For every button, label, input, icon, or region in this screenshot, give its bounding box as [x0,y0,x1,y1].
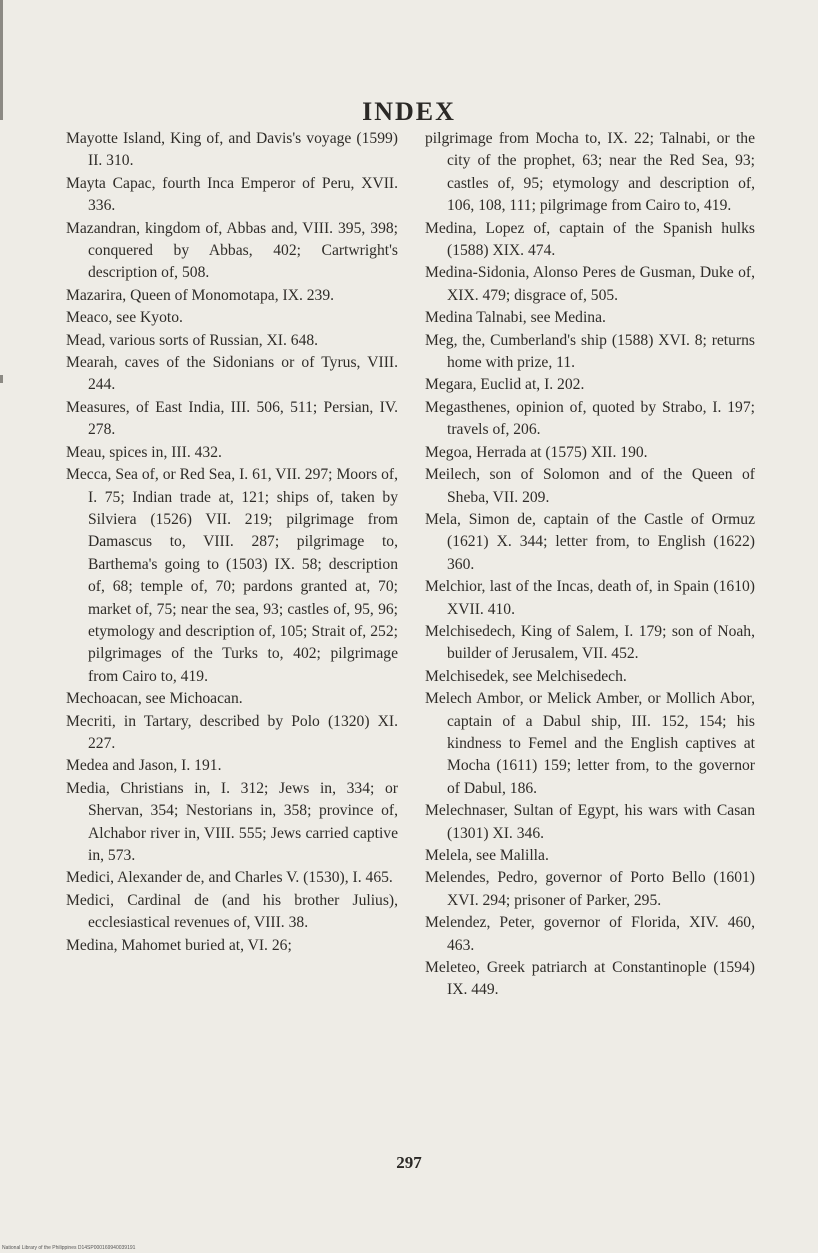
index-entry: Melendez, Peter, governor of Florida, XIV. 460, 463. [425,914,755,954]
index-entry: Mela, Simon de, captain of the Castle of Ormuz (1621) X. 344; letter from, to English (1622) 360. [425,510,755,573]
index-entry: Medina Talnabi, see Medina. [425,309,606,327]
index-entry: Melech Ambor, or Melick Amber, or Mollich Abor, captain of a Dabul ship, III. 152, 154; his kindness to Femel and the English captives at Mocha (1611) 159; letter from, to the governor of Dabul, 186. [425,690,755,797]
index-entry: Megoa, Herrada at (1575) XII. 190. [425,443,648,461]
index-entry: Mecca, Sea of, or Red Sea, I. 61, VII. 297; Moors of, I. 75; Indian trade at, 121; ships of, taken by Silviera (1526) VII. 219; pilgrimage from Damascus to, VIII. 287; pilgrimage to, Barthema's going to (1503) IX. 58; description of, 68; temple of, 70; pardons granted at, 70; market of, 75; near the sea, 93; castles of, 95, 96; etymology and description of, 105; Strait of, 252; pilgrimages of the Turks to, 402; pilgrimage from Cairo to, 419. [66,466,398,685]
index-entry: Melendes, Pedro, governor of Porto Bello (1601) XVI. 294; prisoner of Parker, 295. [425,869,755,909]
index-entry: Medea and Jason, I. 191. [66,757,222,775]
index-entry: Mead, various sorts of Russian, XI. 648. [66,331,319,349]
index-entry: Melela, see Malilla. [425,847,549,864]
index-entry: Medici, Alexander de, and Charles V. (1530), I. 465. [66,869,393,887]
index-entry: Meau, spices in, III. 432. [66,443,222,461]
index-column-left [66,128,398,957]
scan-footer-label: National Library of the Philippines D14SP000169940039191 [2,1245,136,1251]
index-entry: Melchisedech, King of Salem, I. 179; son of Noah, builder of Jerusalem, VII. 452. [425,622,755,663]
index-entry: Megasthenes, opinion of, quoted by Strabo, I. 197; travels of, 206. [425,398,755,439]
index-entry: Medina, Lopez of, captain of the Spanish hulks (1588) XIX. 474. [425,219,755,260]
index-entry: Meg, the, Cumberland's ship (1588) XVI. 8; returns home with prize, 11. [425,331,755,372]
index-entry: Meaco, see Kyoto. [66,309,183,327]
index-entry: Melchior, last of the Incas, death of, in Spain (1610) XVII. 410. [425,578,755,618]
index-entry-continued: pilgrimage from Mocha to, IX. 22; Talnabi, or the city of the prophet, 63; near the Red Sea, 93; castles of, 95; etymology and description of, 106, 108, 111; pilgrimage from Cairo to, 419. [425,130,755,215]
index-entry: Mearah, caves of the Sidonians or of Tyrus, VIII. 244. [66,354,398,394]
index-entry: Medina-Sidonia, Alonso Peres de Gusman, Duke of, XIX. 479; disgrace of, 505. [425,264,755,304]
index-entry: Measures, of East India, III. 506, 511; Persian, IV. 278. [66,398,398,439]
index-entry: Medina, Mahomet buried at, VI. 26; [66,936,292,954]
scan-edge-mark [0,375,3,383]
index-entry: Megara, Euclid at, I. 202. [425,376,585,394]
index-column-right [425,128,755,1002]
index-entry: Mechoacan, see Michoacan. [66,690,243,708]
index-entry: Melechnaser, Sultan of Egypt, his wars with Casan (1301) XI. 346. [425,802,755,842]
index-entry: Mazandran, kingdom of, Abbas and, VIII. 395, 398; conquered by Abbas, 402; Cartwright's description of, 508. [66,219,398,282]
index-entry: Meleteo, Greek patriarch at Constantinople (1594) IX. 449. [425,959,755,999]
page-title: INDEX [362,97,456,127]
index-entry: Mazarira, Queen of Monomotapa, IX. 239. [66,286,335,304]
index-entry: Mayta Capac, fourth Inca Emperor of Peru, XVII. 336. [66,174,398,215]
page-number: 297 [396,1153,422,1172]
index-entry: Medici, Cardinal de (and his brother Julius), ecclesiastical revenues of, VIII. 38. [66,891,398,932]
index-entry: Mayotte Island, King of, and Davis's voyage (1599) II. 310. [66,130,398,170]
index-entry: Melchisedek, see Melchisedech. [425,667,627,685]
index-entry: Mecriti, in Tartary, described by Polo (1320) XI. 227. [66,712,398,752]
index-entry: Meilech, son of Solomon and of the Queen of Sheba, VII. 209. [425,466,755,506]
index-entry: Media, Christians in, I. 312; Jews in, 334; or Shervan, 354; Nestorians in, 358; province of, Alchabor river in, VIII. 555; Jews carried captive in, 573. [66,779,398,864]
